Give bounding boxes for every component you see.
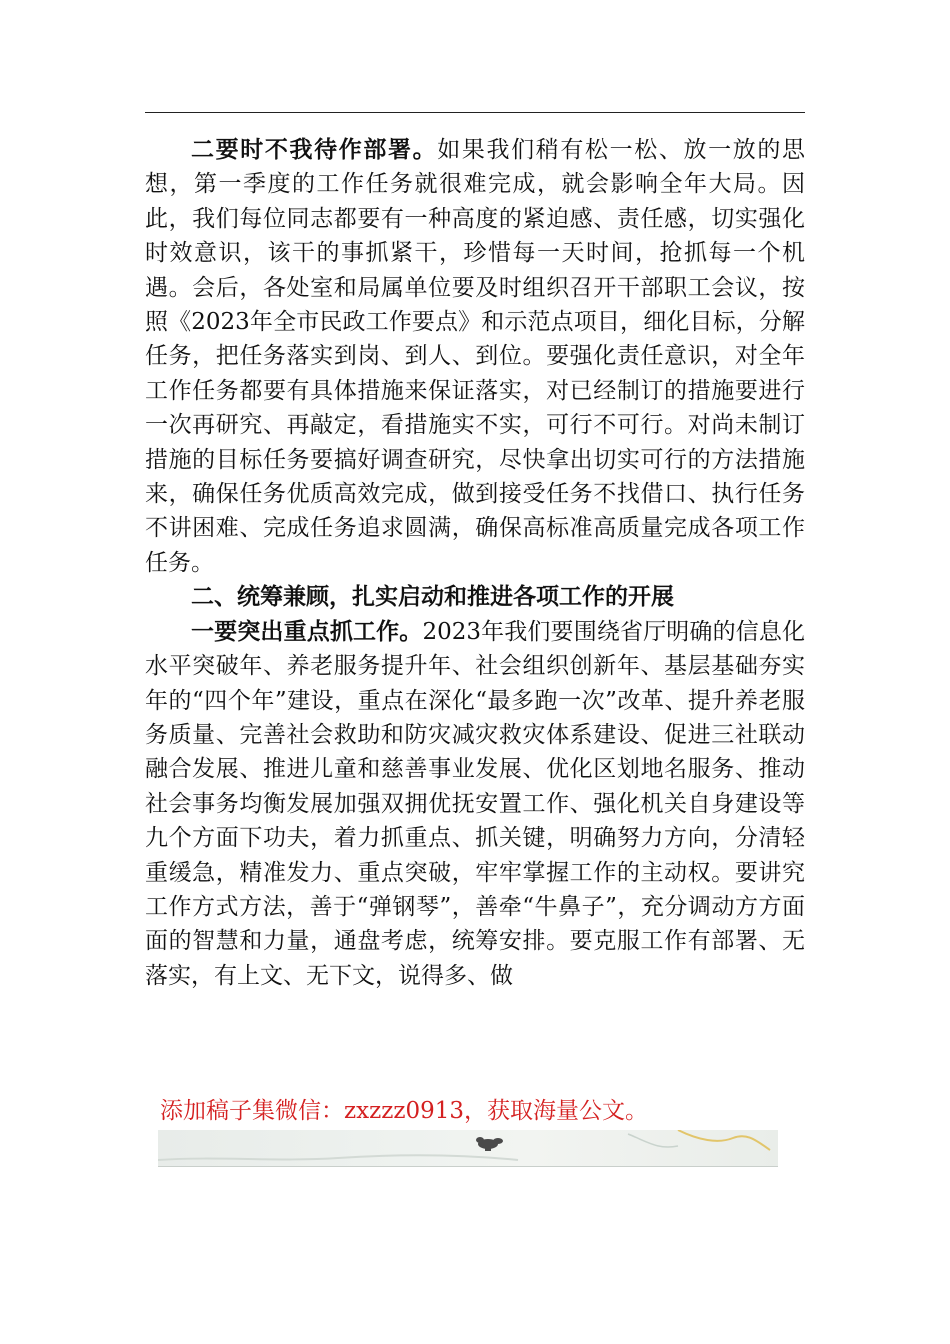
paragraph-focus <box>145 615 805 993</box>
section-heading: 二、统筹兼顾，扎实启动和推进各项工作的开展 <box>191 584 674 611</box>
paragraph-lead: 一要突出重点抓工作。 <box>191 618 423 645</box>
document-body <box>145 133 805 993</box>
paragraph-text: 如果我们稍有松一松、放一放的思想，第一季度的工作任务就很难完成，就会影响全年大局。因此，我们每位同志都要有一种高度的紧迫感、责任感，切实强化时效意识，该干的事抓紧干，珍惜每一天时间，抢抓每一个机遇。会后，各处室和局属单位要及时组织召开干部职工会议，按照《2023年全市民政工作要点》和示范点项目，细化目标，分解任务，把任务落实到岗、到人、到位。要强化责任意识，对全年工作任务都要有具体措施来保证落实，对已经制订的措施要进行一次再研究、再敲定，看措施实不实，可行不可行。对尚未制订措施的目标任务要搞好调查研究，尽快拿出切实可行的方法措施来，确保任务优质高效完成，做到接受任务不找借口、执行任务不讲困难、完成任务追求圆满，确保高标准高质量完成各项工作任务。 <box>145 137 805 576</box>
promo-text: 添加稿子集微信：zxzzz0913，获取海量公文。 <box>160 1098 648 1124</box>
header-rule <box>145 112 805 113</box>
banner-image <box>158 1130 778 1167</box>
paragraph-text: 2023年我们要围绕省厅明确的信息化水平突破年、养老服务提升年、社会组织创新年、基层基础夯实年的“四个年”建设，重点在深化“最多跑一次”改革、提升养老服务质量、完善社会救助和防灾减灾救灾体系建设、促进三社联动融合发展、推进儿童和慈善事业发展、优化区划地名服务、推动社会事务均衡发展加强双拥优抚安置工作、强化机关自身建设等九个方面下功夫，着力抓重点、抓关键，明确努力方向，分清轻重缓急，精准发力、重点突破，牢牢掌握工作的主动权。要讲究工作方式方法，善于“弹钢琴”，善牵“牛鼻子”，充分调动方方面面的智慧和力量，通盘考虑，统筹安排。要克服工作有部署、无落实，有上文、无下文，说得多、做 <box>145 618 806 989</box>
paragraph-lead: 二要时不我待作部署。 <box>191 137 438 163</box>
paragraph-deployment <box>145 133 805 580</box>
